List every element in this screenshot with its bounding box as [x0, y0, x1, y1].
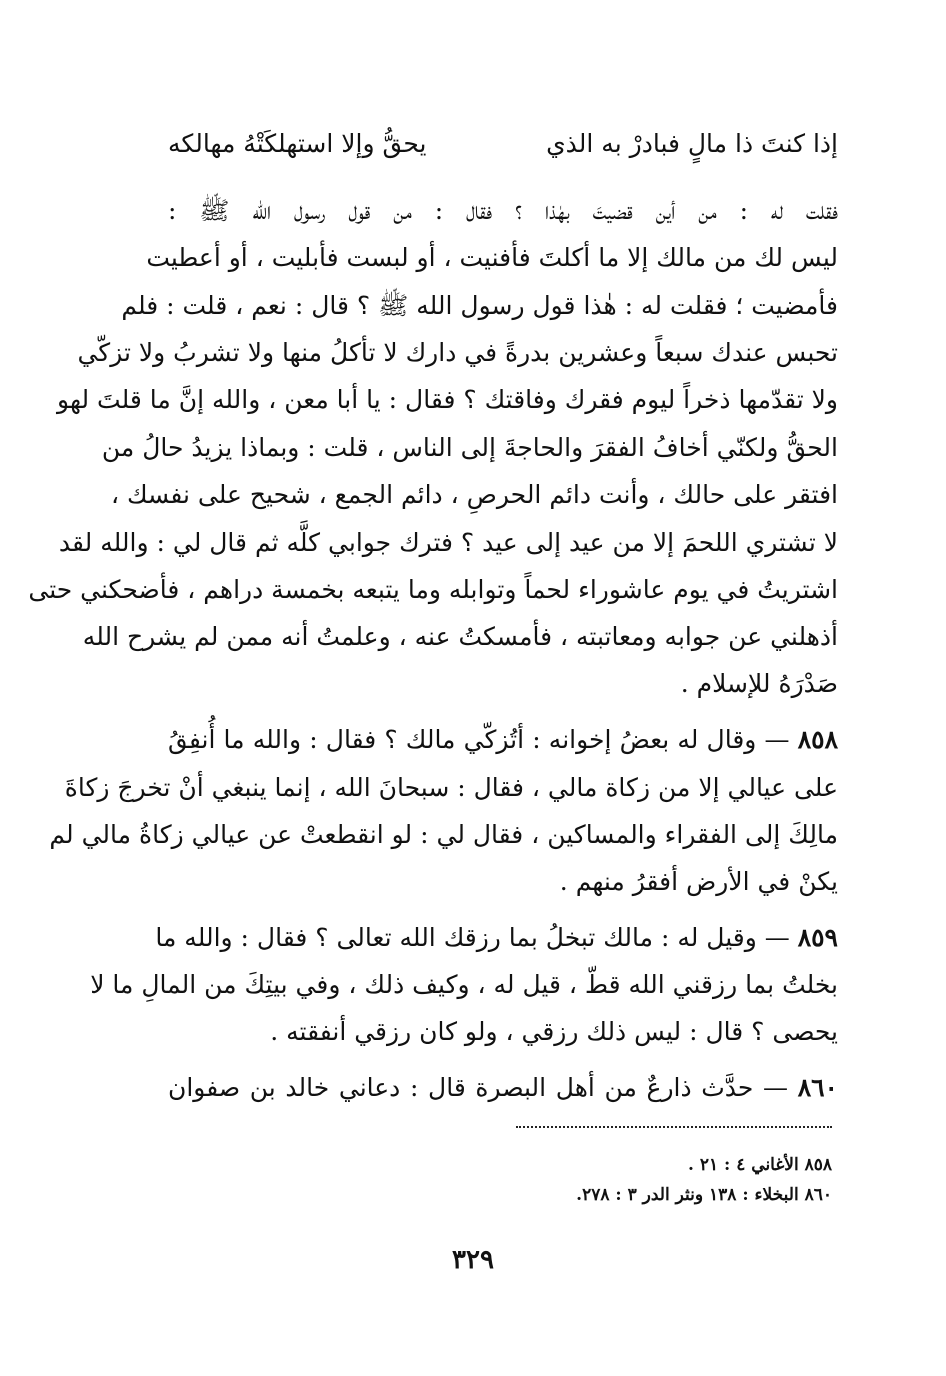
entry-dash: — — [763, 1073, 789, 1102]
text-line: لا تشتري اللحمَ إلا من عيد إلى عيد ؟ فترك جوابي كلَّه ثم قال لي : والله لقد — [58, 528, 838, 557]
text-line: يكنْ في الأرض أفقرُ منهم . — [559, 867, 838, 896]
text-line: اشتريتُ في يوم عاشوراء لحماً وتوابله وما يتبعه بخمسة دراهم ، فأضحكني حتى — [28, 575, 838, 604]
entry-number: ٨٥٨ — [797, 725, 839, 754]
entry-number: ٨٥٩ — [797, 923, 838, 952]
text-line: فأمضيت ؛ فقلت له : هٰذا قول رسول الله ﷺ ؟ قال : نعم ، قلت : فلم — [121, 291, 838, 320]
entry-dash: — — [764, 725, 790, 754]
entry-text: حدَّث ذارعٌ من أهل البصرة قال : دعاني خالد بن صفوان — [168, 1073, 754, 1102]
verse-hemistich-1: إذا كنتَ ذا مالٍ فبادرْ به الذي — [546, 129, 838, 158]
text-line: تحبس عندك سبعاً وعشرين بدرةً في دارك لا تأكلُ منها ولا تشربُ ولا تزكّي — [77, 338, 838, 367]
entry-text: وقال له بعضُ إخوانه : أتُزكّي مالك ؟ فقال : والله ما أُنفِقُ — [168, 725, 757, 754]
entry-number: ٨٦٠ — [797, 1073, 838, 1102]
poetry-verse — [168, 124, 838, 164]
text-line: بخلتُ بما رزقني الله قطّ ، قيل له ، وكيف ذلك ، وفي بيتِكَ من المالِ ما لا — [90, 970, 838, 999]
entry-first-line — [168, 1068, 838, 1108]
text-line: على عيالي إلا من زكاة مالي ، فقال : سبحانَ الله ، إنما ينبغي أنْ تخرجَ زكاةَ — [64, 773, 838, 802]
footnote-separator — [516, 1126, 832, 1128]
entry-first-line — [168, 720, 838, 760]
footnote: ٨٥٨ الأغاني ٤ : ٢١ . — [687, 1155, 832, 1175]
text-line: صَدْرَهُ للإسلام . — [680, 669, 838, 698]
text-line: يحصى ؟ قال : ليس ذلك رزقي ، ولو كان رزقي أنفقته . — [270, 1017, 838, 1046]
text-line: افتقر على حالك ، وأنت دائم الحرصِ ، دائم الجمع ، شحيح على نفسك ، — [110, 480, 838, 509]
verse-hemistich-2: يحقُّ وإلا استهلكَتْهُ مهالكه — [168, 129, 427, 158]
text-line: فقلت له : من أين قضيتَ بهٰذا ؟ فقال : من قول رسول الله ﷺ : — [168, 196, 838, 225]
text-line: مالِكَ إلى الفقراء والمساكين ، فقال لي : لو انقطعتْ عن عيالي زكاةُ مالي لم — [49, 820, 838, 849]
entry-text: وقيل له : مالك تبخلُ بما رزقك الله تعالى ؟ فقال : والله ما — [155, 923, 757, 952]
text-line: ليس لك من مالك إلا ما أكلتَ فأفنيت ، أو لبست فأبليت ، أو أعطيت — [146, 243, 838, 272]
text-line: الحقُّ ولكنّي أخافُ الفقرَ والحاجةَ إلى الناس ، قلت : وبماذا يزيدُ حالُ من — [101, 433, 838, 462]
footnote: ٨٦٠ البخلاء : ١٣٨ ونثر الدر ٣ : ٢٧٨. — [576, 1185, 832, 1205]
text-line: أذهلني عن جوابه ومعاتبته ، فأمسكتُ عنه ، وعلمتُ أنه ممن لم يشرح الله — [82, 622, 838, 651]
page-number: ٣٢٩ — [452, 1245, 494, 1275]
text-line: ولا تقدّمها ذخراً ليوم فقرك وفاقتك ؟ فقال : يا أبا معن ، والله إنَّ ما قلتَ لهو — [57, 385, 838, 414]
entry-first-line — [155, 918, 838, 958]
entry-dash: — — [764, 923, 790, 952]
